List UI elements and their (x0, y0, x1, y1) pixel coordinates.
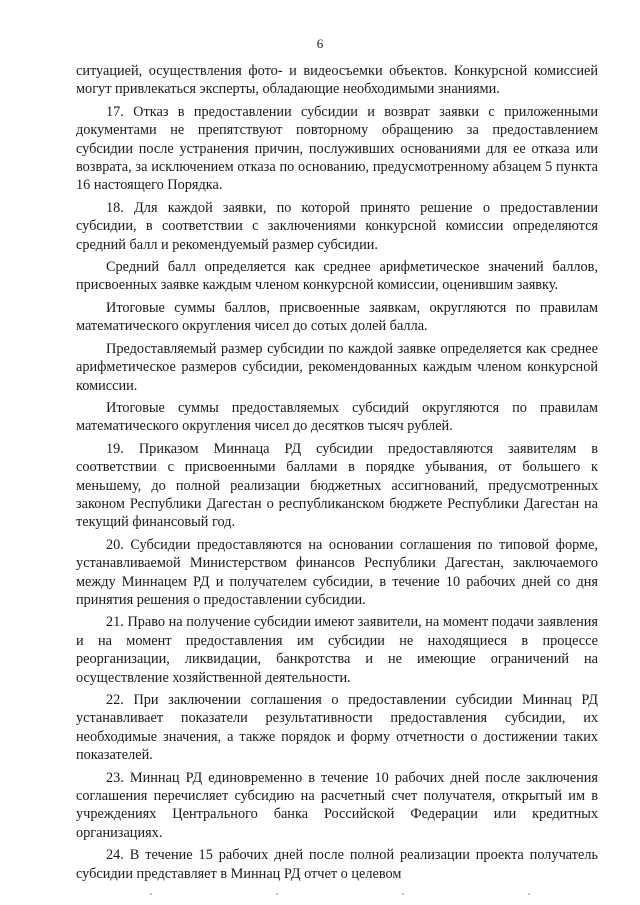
scan-dot (150, 893, 152, 895)
paragraph-21: 21. Право на получение субсидии имеют заявители, на момент подачи заявления и на момент предоставления им субсидии не находящиеся в процессе реорганизации, ликвидации, банкротства и не имеющие ограничений на осуществление хозяйственной деятельности. (76, 614, 598, 686)
paragraph-continuation: ситуацией, осуществления фото- и видеосъемки объектов. Конкурсной комиссией могут привлекаться эксперты, обладающие необходимыми знаниями. (76, 63, 598, 98)
paragraph-22: 22. При заключении соглашения о предоставлении субсидии Миннац РД устанавливает показатели результативности предоставления субсидии, их необходимые значения, а также порядок и форму отчетности о достижении таких показателей. (76, 692, 598, 764)
scan-artifacts (150, 893, 530, 897)
paragraph-18: 18. Для каждой заявки, по которой принято решение о предоставлении субсидии, в соответствии с заключениями конкурсной комиссии определяются средний балл и рекомендуемый размер субсидии. (76, 199, 598, 253)
paragraph-20: 20. Субсидии предоставляются на основании соглашения по типовой форме, устанавливаемой Министерством финансов Республики Дагестан, заключаемого между Миннацем РД и получателем субсидии, в течение 10 рабочих дней со дня принятия решения о предоставлении субсидии. (76, 536, 598, 608)
paragraph-average-score: Средний балл определяется как среднее арифметическое значений баллов, присвоенных заявке каждым членом конкурсной комиссии, оценившим заявку. (76, 259, 598, 294)
paragraph-score-rounding: Итоговые суммы баллов, присвоенные заявкам, округляются по правилам математического округления чисел до сотых долей балла. (76, 299, 598, 335)
scan-dot (402, 893, 404, 895)
paragraph-19: 19. Приказом Миннаца РД субсидии предоставляются заявителям в соответствии с присвоенными баллами в порядке убывания, от большего к меньшему, до полной реализации бюджетных ассигнований, предусмотренных законом Республики Дагестан о республиканском бюджете Республики Дагестан на текущий финансовый год. (76, 440, 598, 531)
paragraph-subsidy-rounding: Итоговые суммы предоставляемых субсидий округляются по правилам математического округления чисел до десятков тысяч рублей. (76, 399, 598, 435)
paragraph-subsidy-size: Предоставляемый размер субсидии по каждой заявке определяется как среднее арифметическое размеров субсидии, рекомендованных каждым членом конкурсной комиссии. (76, 340, 598, 394)
scan-dot (276, 893, 278, 895)
paragraph-24: 24. В течение 15 рабочих дней после полной реализации проекта получатель субсидии представляет в Миннац РД отчет о целевом (76, 847, 598, 882)
document-body (76, 62, 598, 887)
page-number: 6 (316, 36, 324, 51)
paragraph-23: 23. Миннац РД единовременно в течение 10 рабочих дней после заключения соглашения перечисляет субсидию на расчетный счет получателя, открытый им в учреждениях Центрального банка Российской Федерации или кредитных организациях. (76, 769, 598, 841)
paragraph-17: 17. Отказ в предоставлении субсидии и возврат заявки с приложенными документами не препятствуют повторному обращению за предоставлением субсидии после устранения причин, послуживших основаниями для ее отказа или возврата, за исключением отказа по основанию, предусмотренному абзацем 5 пункта 16 настоящего Порядка. (76, 103, 598, 194)
scan-dot (528, 893, 530, 895)
